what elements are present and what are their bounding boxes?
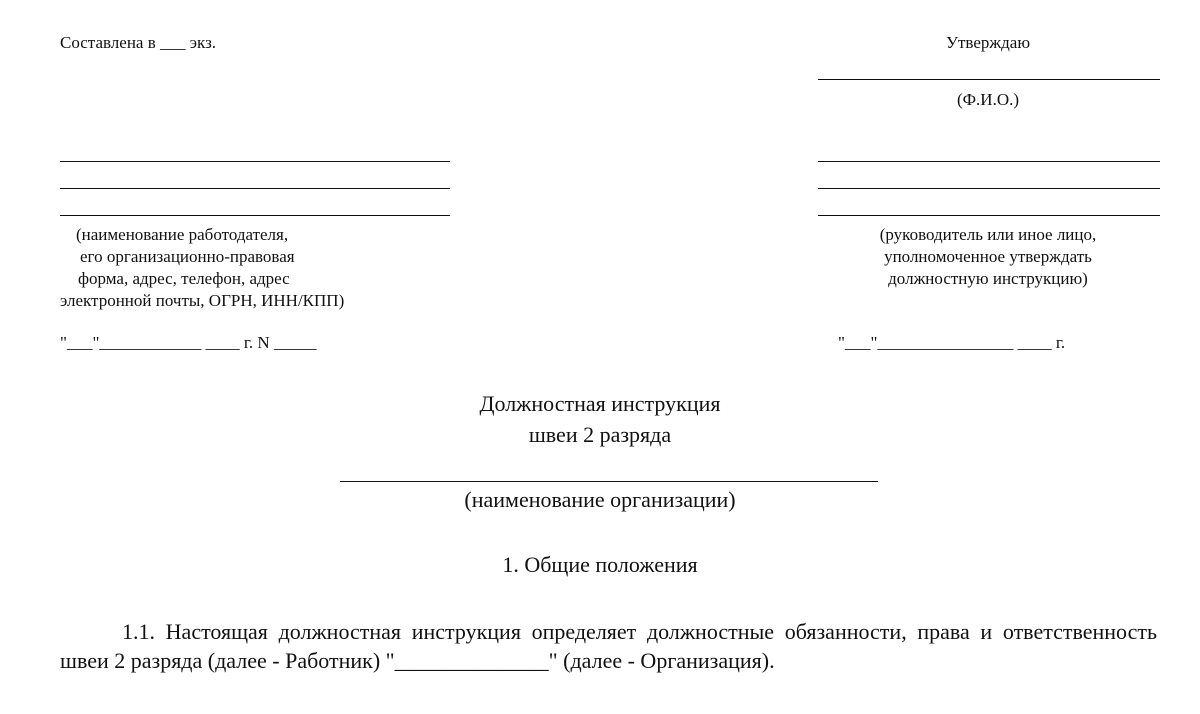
doc-title-line-2: швеи 2 разряда — [528, 422, 672, 447]
employer-caption-line: электронной почты, ОГРН, ИНН/КПП) — [60, 291, 345, 310]
employer-line-3 — [60, 215, 450, 216]
left-date-line: "___"____________ ____ г. N _____ — [60, 333, 317, 352]
employer-caption-line: форма, адрес, телефон, адрес — [78, 269, 290, 288]
approver-caption-line: (руководитель или иное лицо, — [879, 225, 1097, 244]
employer-caption-line: его организационно-правовая — [80, 247, 295, 266]
doc-title-line-1: Должностная инструкция — [479, 391, 721, 416]
right-date-line: "___"________________ ____ г. — [838, 333, 1066, 352]
org-name-line — [340, 481, 878, 482]
section-heading: 1. Общие положения — [502, 552, 698, 577]
approver-line-1 — [818, 161, 1160, 162]
employer-line-1 — [60, 161, 450, 162]
paragraph-1-1: 1.1. Настоящая должностная инструкция определяет должностные обязанности, права и ответственность швеи 2 разряда (далее - Работник) "______________" (далее - Организация). — [60, 619, 1157, 673]
approver-line-3 — [818, 215, 1160, 216]
approver-line-2 — [818, 188, 1160, 189]
employer-caption — [60, 224, 460, 312]
employer-line-2 — [60, 188, 450, 189]
approve-label: Утверждаю — [945, 33, 1031, 52]
org-caption: (наименование организации) — [464, 487, 736, 512]
copies-note: Составлена в ___ экз. — [60, 33, 217, 52]
approver-caption-line: должностную инструкцию) — [888, 269, 1088, 288]
signature-line — [818, 79, 1160, 80]
approver-caption-line: уполномоченное утверждать — [884, 247, 1092, 266]
approver-caption — [816, 224, 1160, 290]
employer-caption-line: (наименование работодателя, — [76, 225, 289, 244]
fio-caption: (Ф.И.О.) — [956, 90, 1020, 109]
